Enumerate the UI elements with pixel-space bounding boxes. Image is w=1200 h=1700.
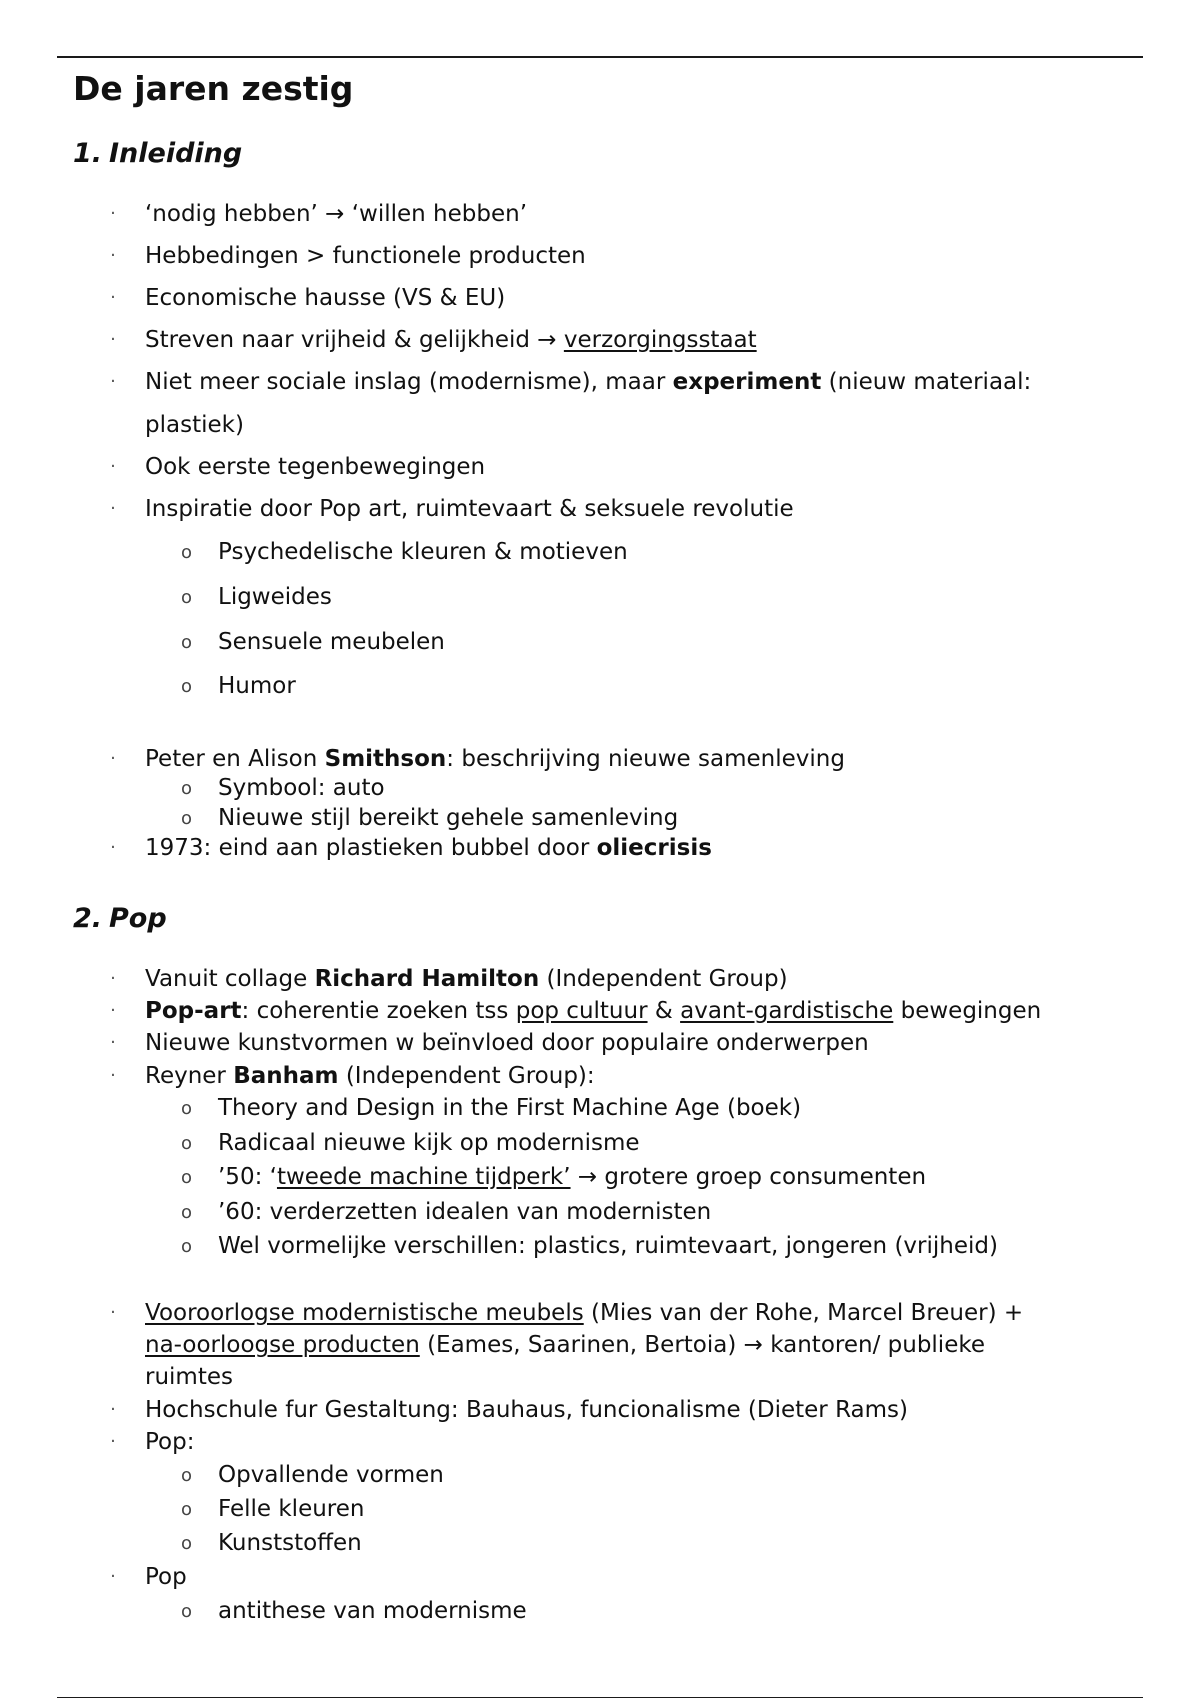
circle-bullet-icon: o: [181, 1167, 193, 1188]
bold-term: experiment: [672, 369, 822, 395]
circle-bullet-icon: o: [181, 778, 193, 799]
bullet-icon: ·: [110, 287, 116, 308]
underlined-term: tweede machine tijdperk’: [276, 1164, 571, 1190]
bold-term: Banham: [233, 1063, 339, 1089]
circle-bullet-icon: o: [181, 632, 193, 653]
bullet-icon: ·: [110, 748, 116, 769]
underlined-term: verzorgingsstaat: [563, 327, 757, 353]
circle-bullet-icon: o: [181, 1202, 193, 1223]
underlined-term: avant-gardistische: [680, 998, 894, 1024]
bullet-icon: ·: [110, 203, 116, 224]
bullet-icon: ·: [110, 1032, 116, 1053]
section-heading-pop: [73, 901, 167, 937]
document-title: De jaren zestig: [73, 69, 354, 108]
bullet-icon: ·: [110, 245, 116, 266]
bullet-icon: ·: [110, 968, 116, 989]
section-number: 1.: [73, 138, 103, 169]
bullet-icon: ·: [110, 1302, 116, 1323]
bullet-icon: ·: [110, 1431, 116, 1452]
circle-bullet-icon: o: [181, 1499, 193, 1520]
bullet-icon: ·: [110, 1065, 116, 1086]
underlined-term: na-oorloogse producten: [145, 1332, 420, 1358]
section-title: Inleiding: [109, 138, 243, 169]
circle-bullet-icon: o: [181, 542, 193, 563]
bullet-icon: ·: [110, 837, 116, 858]
circle-bullet-icon: o: [181, 1465, 193, 1486]
bullet-icon: ·: [110, 1399, 116, 1420]
circle-bullet-icon: o: [181, 1133, 193, 1154]
bold-term: Smithson: [324, 746, 447, 772]
bold-term: Richard Hamilton: [314, 966, 540, 992]
circle-bullet-icon: o: [181, 1601, 193, 1622]
circle-bullet-icon: o: [181, 587, 193, 608]
circle-bullet-icon: o: [181, 676, 193, 697]
bullet-icon: ·: [110, 1000, 116, 1021]
section-title: Pop: [109, 903, 167, 934]
top-rule: [57, 56, 1143, 58]
bullet-icon: ·: [110, 1566, 116, 1587]
bold-term: oliecrisis: [596, 835, 712, 861]
underlined-term: Vooroorlogse modernistische meubels: [145, 1300, 584, 1326]
circle-bullet-icon: o: [181, 808, 193, 829]
circle-bullet-icon: o: [181, 1533, 193, 1554]
bullet-icon: ·: [110, 498, 116, 519]
underlined-term: pop cultuur: [515, 998, 648, 1024]
bold-term: Pop-art: [145, 998, 242, 1024]
bullet-icon: ·: [110, 371, 116, 392]
bullet-icon: ·: [110, 456, 116, 477]
section-heading-inleiding: [73, 136, 242, 172]
bottom-rule: [57, 1697, 1143, 1698]
circle-bullet-icon: o: [181, 1098, 193, 1119]
circle-bullet-icon: o: [181, 1236, 193, 1257]
section-number: 2.: [73, 903, 103, 934]
bullet-icon: ·: [110, 329, 116, 350]
